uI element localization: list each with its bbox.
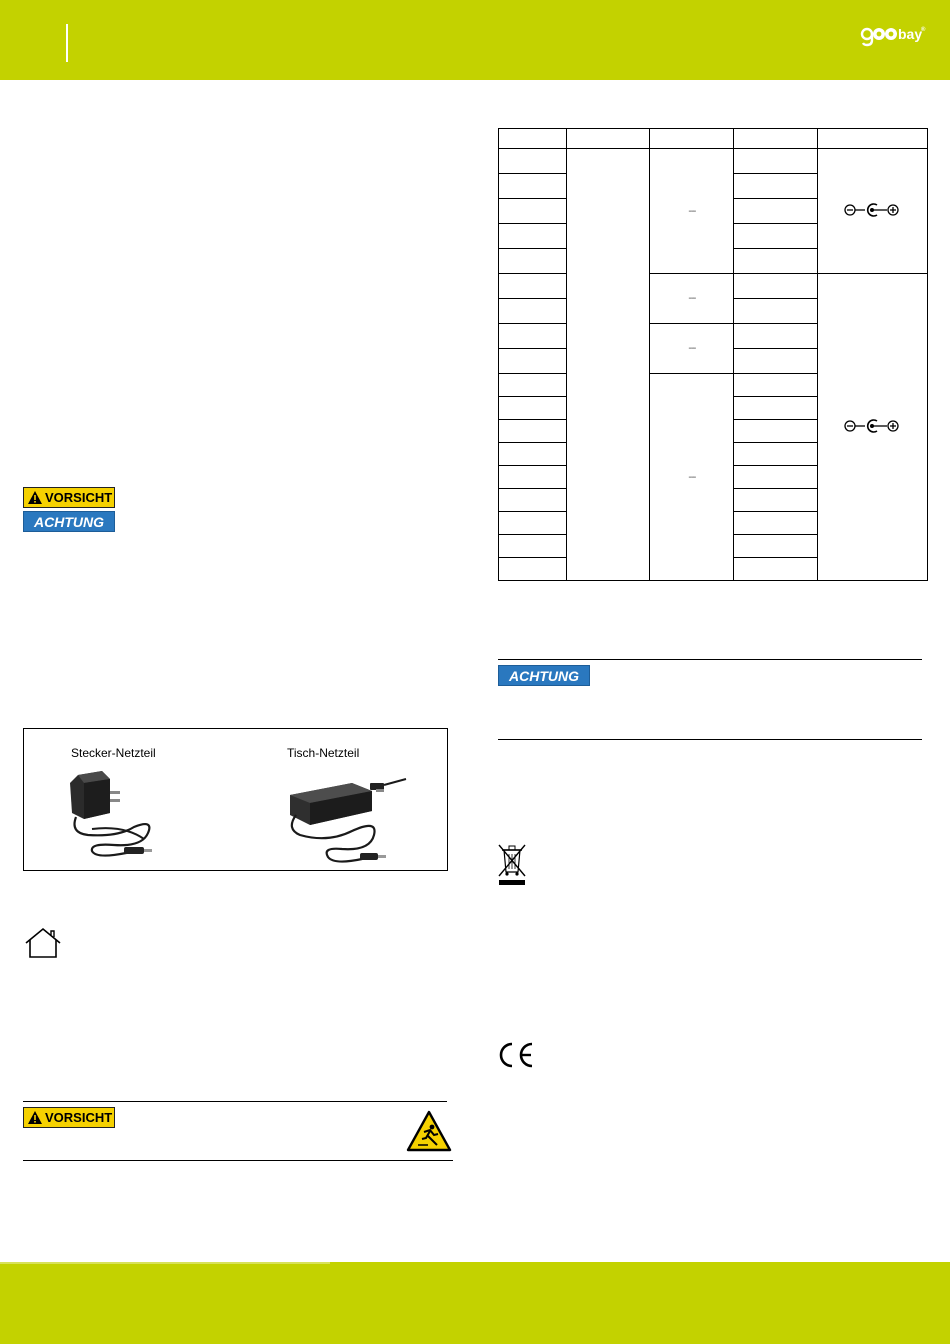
svg-text:bay: bay xyxy=(898,26,923,42)
table-cell xyxy=(499,397,567,420)
goobay-logo-mark xyxy=(860,24,926,48)
footer-line xyxy=(0,1262,330,1264)
page-header xyxy=(0,0,950,80)
table-cell xyxy=(499,324,567,349)
table-cell xyxy=(734,374,817,397)
weee-bin-icon xyxy=(497,842,527,886)
desk-adapter-label: Tisch-Netzteil xyxy=(287,746,360,760)
vorsicht-label: VORSICHT xyxy=(45,1110,113,1125)
caution-bottom-rule xyxy=(23,1160,453,1161)
polarity-cell xyxy=(817,274,927,581)
achtung-top-rule xyxy=(498,659,922,660)
table-cell xyxy=(734,420,817,443)
dc-symbol: --- xyxy=(688,205,696,217)
header-divider xyxy=(66,24,68,62)
table-cell xyxy=(499,199,567,224)
table-cell xyxy=(734,443,817,466)
page-footer xyxy=(0,1262,950,1344)
table-cell xyxy=(499,299,567,324)
table-header-cell xyxy=(734,129,817,149)
table-cell xyxy=(499,512,567,535)
plug-adapter-image xyxy=(64,769,164,861)
table-cell xyxy=(734,249,817,274)
table-cell xyxy=(734,535,817,558)
table-header-row xyxy=(499,129,928,149)
warning-triangle-icon xyxy=(27,1110,43,1125)
table-row xyxy=(499,274,928,299)
table-header-cell xyxy=(650,129,734,149)
table-cell xyxy=(499,274,567,299)
table-cell xyxy=(499,420,567,443)
dc-symbol-cell xyxy=(650,324,734,374)
table-cell xyxy=(734,174,817,199)
table-cell xyxy=(499,374,567,397)
desk-adapter-image xyxy=(282,773,412,865)
warning-triangle-icon xyxy=(27,490,43,505)
table-cell xyxy=(499,174,567,199)
table-cell xyxy=(499,349,567,374)
caution-top-rule xyxy=(23,1101,447,1102)
vorsicht-label: VORSICHT xyxy=(45,490,113,505)
table-header-cell xyxy=(499,129,567,149)
table-cell xyxy=(734,299,817,324)
achtung-badge xyxy=(23,511,115,532)
vorsicht-badge-bottom xyxy=(23,1107,115,1128)
table-cell xyxy=(567,149,650,581)
table-cell xyxy=(499,466,567,489)
vorsicht-badge xyxy=(23,487,115,508)
product-images-box xyxy=(23,728,448,871)
table-cell xyxy=(734,512,817,535)
achtung-badge-right xyxy=(498,665,590,686)
table-cell xyxy=(499,489,567,512)
table-cell xyxy=(499,224,567,249)
table-cell xyxy=(734,199,817,224)
house-icon xyxy=(23,927,63,959)
dc-symbol-cell xyxy=(650,274,734,324)
ce-mark-icon xyxy=(497,1041,535,1069)
table-cell xyxy=(734,466,817,489)
table-cell xyxy=(734,397,817,420)
table-cell xyxy=(734,274,817,299)
polarity-center-positive-icon xyxy=(843,202,901,218)
dc-symbol-cell xyxy=(650,149,734,274)
polarity-cell xyxy=(817,149,927,274)
svg-text:®: ® xyxy=(921,27,926,33)
table-cell xyxy=(734,489,817,512)
achtung-label: ACHTUNG xyxy=(34,514,104,530)
table-cell xyxy=(734,224,817,249)
dc-symbol: --- xyxy=(688,471,696,483)
dc-symbol: --- xyxy=(688,343,696,354)
achtung-label: ACHTUNG xyxy=(509,668,579,684)
plug-adapter-label: Stecker-Netzteil xyxy=(71,746,156,760)
table-cell xyxy=(499,249,567,274)
achtung-bottom-rule xyxy=(498,739,922,740)
dc-symbol: --- xyxy=(688,293,696,304)
trip-hazard-icon xyxy=(406,1110,452,1152)
table-cell xyxy=(734,324,817,349)
table-header-cell xyxy=(567,129,650,149)
spec-table xyxy=(498,128,928,581)
table-cell xyxy=(734,558,817,581)
table-cell xyxy=(499,558,567,581)
table-cell xyxy=(734,149,817,174)
table-cell xyxy=(499,535,567,558)
table-header-cell xyxy=(817,129,927,149)
table-cell xyxy=(734,349,817,374)
table-cell xyxy=(499,443,567,466)
dc-symbol-cell xyxy=(650,374,734,581)
polarity-center-positive-icon xyxy=(843,418,901,434)
table-cell xyxy=(499,149,567,174)
goobay-logo xyxy=(860,24,926,48)
table-row xyxy=(499,149,928,174)
